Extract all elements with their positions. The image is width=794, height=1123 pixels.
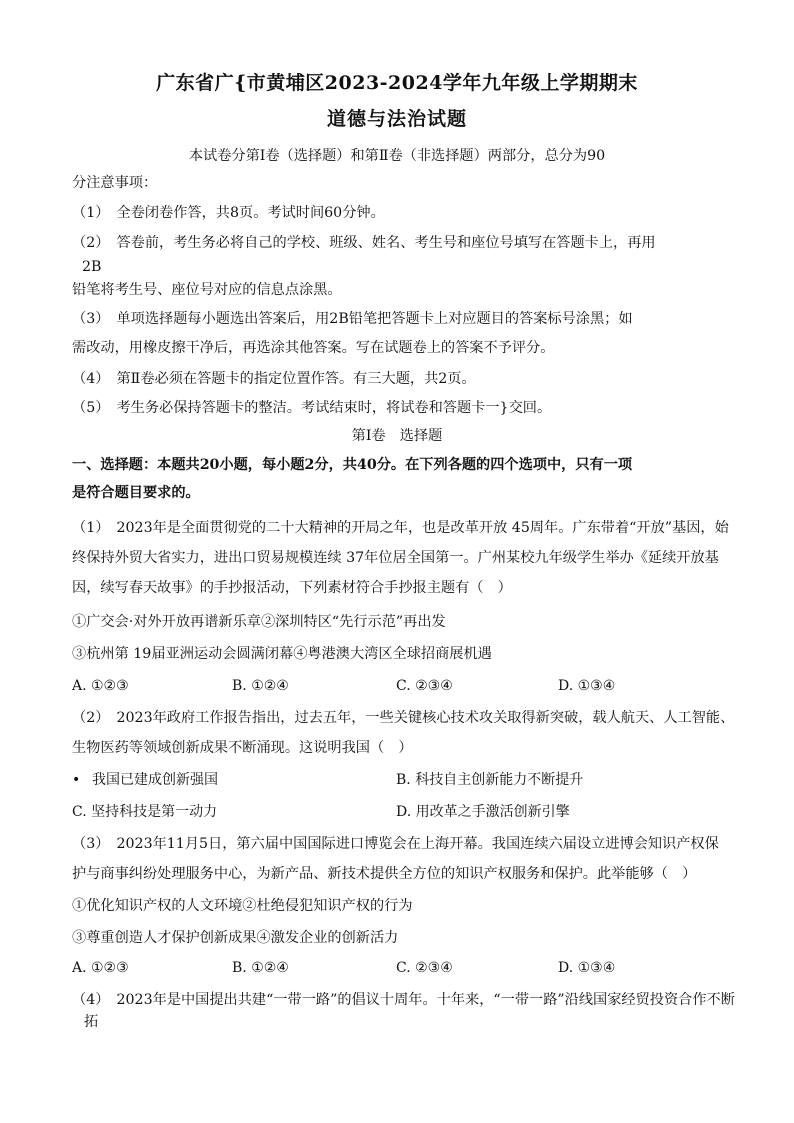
question-line: （2） 2023年政府工作报告指出，过去五年，一些关键核心技术攻关取得新突破，载人航天、人工智能、 (72, 710, 735, 726)
question-line: （3） 2023年11月5日，第六届中国国际进口博览会在上海开幕。我国连续六届设立进博会知识产权保 (72, 836, 719, 852)
question-line: 生物医药等领域创新成果不断涌现。这说明我国（ ） (72, 740, 413, 756)
note-item: 铅笔将考生号、座位号对应的信息点涂黑。 (72, 282, 342, 298)
question-line: ①优化知识产权的人文环境②杜绝侵犯知识产权的行为 (72, 898, 413, 914)
answer-option: C. 坚持科技是第一动力 (72, 804, 218, 820)
question-line: 因，续写春天故事》的手抄报活动，下列素材符合手抄报主题有（ ） (72, 580, 512, 596)
note-item: （1） 全卷闭卷作答，共8页。考试时间60分钟。 (72, 205, 385, 221)
question-line: 终保持外贸大省实力，进出口贸易规模连续 37年位居全国第一。广州某校九年级学生举办《延续开放基 (72, 550, 719, 566)
note-item: 2B (82, 259, 102, 275)
question-line: （4） 2023年是中国提出共建“一带一路”的倡议十周年。十年来，“一带一路”沿线国家经贸投资合作不断 (72, 992, 735, 1008)
answer-option: B. ①②④ (232, 678, 289, 694)
section-instruction: 一、选择题：本题共20小题，每小题2分，共40分。在下列各题的四个选项中，只有一项 (72, 457, 633, 473)
option-text: 我国已建成创新强国 (92, 772, 218, 788)
question-line: （1） 2023年是全面贯彻党的二十大精神的开局之年，也是改革开放 45周年。广东带着“开放”基因，始 (72, 520, 729, 536)
intro-line: 分注意事项： (72, 175, 158, 191)
bullet-marker: • (72, 772, 81, 788)
answer-option (72, 770, 218, 790)
answer-option: B. 科技自主创新能力不断提升 (396, 772, 584, 788)
answer-option: A. ①②③ (72, 960, 129, 976)
note-item: （2） 答卷前，考生务必将自己的学校、班级、姓名、考生号和座位号填写在答题卡上，再用 (72, 235, 656, 251)
section-instruction: 是符合题目要求的。 (72, 485, 200, 501)
answer-option: D. 用改革之手激活创新引擎 (396, 804, 570, 820)
question-line: 拓 (84, 1014, 99, 1030)
note-item: 需改动，用橡皮擦干净后，再选涂其他答案。写在试题卷上的答案不予评分。 (72, 340, 555, 356)
answer-option: D. ①③④ (558, 678, 616, 694)
answer-option: A. ①②③ (72, 678, 129, 694)
question-line: ③杭州第 19届亚洲运动会圆满闭幕④粤港澳大湾区全球招商展机遇 (72, 646, 492, 662)
question-line: ③尊重创造人才保护创新成果④激发企业的创新活力 (72, 930, 399, 946)
answer-option: C. ②③④ (396, 678, 453, 694)
question-line: 护与商事纠纷处理服务中心，为新产品、新技术提供全方位的知识产权服务和保护。此举能够（ ） (72, 866, 697, 882)
answer-option: C. ②③④ (396, 960, 453, 976)
intro-line: 本试卷分第Ⅰ卷（选择题）和第Ⅱ卷（非选择题）两部分，总分为90 (188, 148, 606, 164)
answer-option: B. ①②④ (232, 960, 289, 976)
note-item: （3） 单项选择题每小题选出答案后，用2B铅笔把答题卡上对应题目的答案标号涂黑；如 (72, 311, 633, 327)
note-item: （4） 第Ⅱ卷必须在答题卡的指定位置作答。有三大题，共2页。 (72, 371, 476, 387)
exam-subtitle: 道德与法治试题 (326, 108, 467, 130)
section-heading: 第Ⅰ卷 选择题 (351, 428, 443, 444)
exam-title: 广东省广{市黄埔区2023-2024学年九年级上学期期末 (156, 72, 638, 94)
note-item: （5） 考生务必保持答题卡的整洁。考试结束时，将试卷和答题卡一}交回。 (72, 400, 552, 416)
answer-option: D. ①③④ (558, 960, 616, 976)
question-line: ①广交会·对外开放再谱新乐章②深圳特区“先行示范”再出发 (72, 614, 446, 630)
